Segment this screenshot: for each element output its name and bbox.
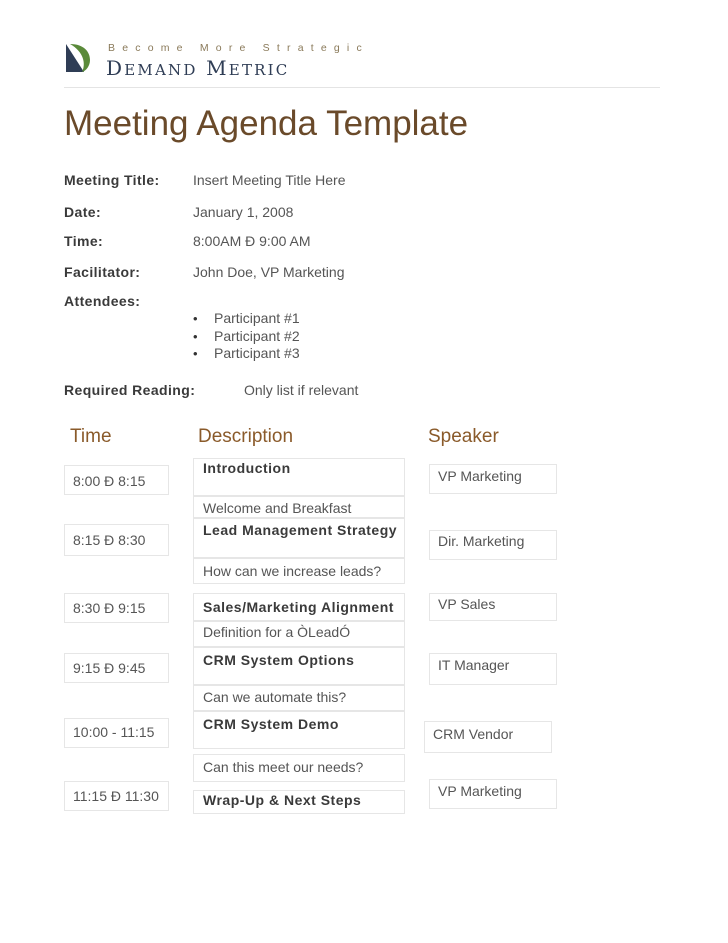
time-column-header: Time: [70, 426, 112, 447]
attendee-list: [193, 310, 300, 363]
time-value: 8:00AM Ð 9:00 AM: [193, 233, 311, 249]
description-title-cell: Wrap-Up & Next Steps: [193, 790, 405, 814]
bullet-icon: •: [193, 328, 198, 344]
bullet-icon: •: [193, 346, 198, 361]
date-value: January 1, 2008: [193, 204, 294, 220]
description-detail-cell: Definition for a ÒLeadÓ: [193, 621, 405, 647]
facilitator-value: John Doe, VP Marketing: [193, 264, 345, 280]
description-title-cell: Lead Management Strategy: [193, 518, 405, 558]
speaker-column-header: Speaker: [428, 426, 499, 447]
description-title-cell: Sales/Marketing Alignment: [193, 593, 405, 621]
bullet-icon: •: [193, 311, 198, 326]
attendees-label: Attendees:: [64, 293, 141, 309]
description-title-cell: CRM System Demo: [193, 711, 405, 749]
description-detail-cell: Welcome and Breakfast: [193, 496, 405, 518]
document-title: Meeting Agenda Template: [64, 104, 469, 143]
time-cell: 11:15 Ð 11:30: [64, 781, 169, 811]
speaker-cell: IT Manager: [429, 653, 557, 685]
description-column-header: Description: [198, 426, 294, 447]
time-cell: 9:15 Ð 9:45: [64, 653, 169, 683]
time-cell: 8:00 Ð 8:15: [64, 465, 169, 495]
list-item: • Participant #1: [193, 310, 300, 326]
time-cell: 10:00 - 11:15: [64, 718, 169, 748]
speaker-cell: CRM Vendor: [424, 721, 552, 753]
header-divider: [64, 87, 660, 88]
speaker-cell: VP Marketing: [429, 779, 557, 809]
brand-name: DEMAND METRIC: [106, 56, 290, 80]
description-detail-cell: Can we automate this?: [193, 685, 405, 711]
description-detail-cell: How can we increase leads?: [193, 558, 405, 584]
speaker-cell: VP Sales: [429, 593, 557, 621]
meeting-title-value: Insert Meeting Title Here: [193, 172, 346, 188]
list-item: • Participant #3: [193, 345, 300, 361]
logo-icon: [64, 42, 92, 74]
description-title-cell: Introduction: [193, 458, 405, 496]
time-cell: 8:30 Ð 9:15: [64, 593, 169, 623]
required-reading-value: Only list if relevant: [244, 382, 359, 398]
time-cell: 8:15 Ð 8:30: [64, 524, 169, 556]
date-label: Date:: [64, 204, 102, 220]
description-title-cell: CRM System Options: [193, 647, 405, 685]
list-item: • Participant #2: [193, 327, 300, 344]
meeting-title-label: Meeting Title:: [64, 172, 160, 188]
required-reading-label: Required Reading:: [64, 382, 196, 398]
facilitator-label: Facilitator:: [64, 264, 141, 280]
description-detail-cell: Can this meet our needs?: [193, 754, 405, 782]
brand-tagline: Become More Strategic: [108, 42, 369, 54]
speaker-cell: Dir. Marketing: [429, 530, 557, 560]
speaker-cell: VP Marketing: [429, 464, 557, 494]
time-label: Time:: [64, 233, 104, 249]
